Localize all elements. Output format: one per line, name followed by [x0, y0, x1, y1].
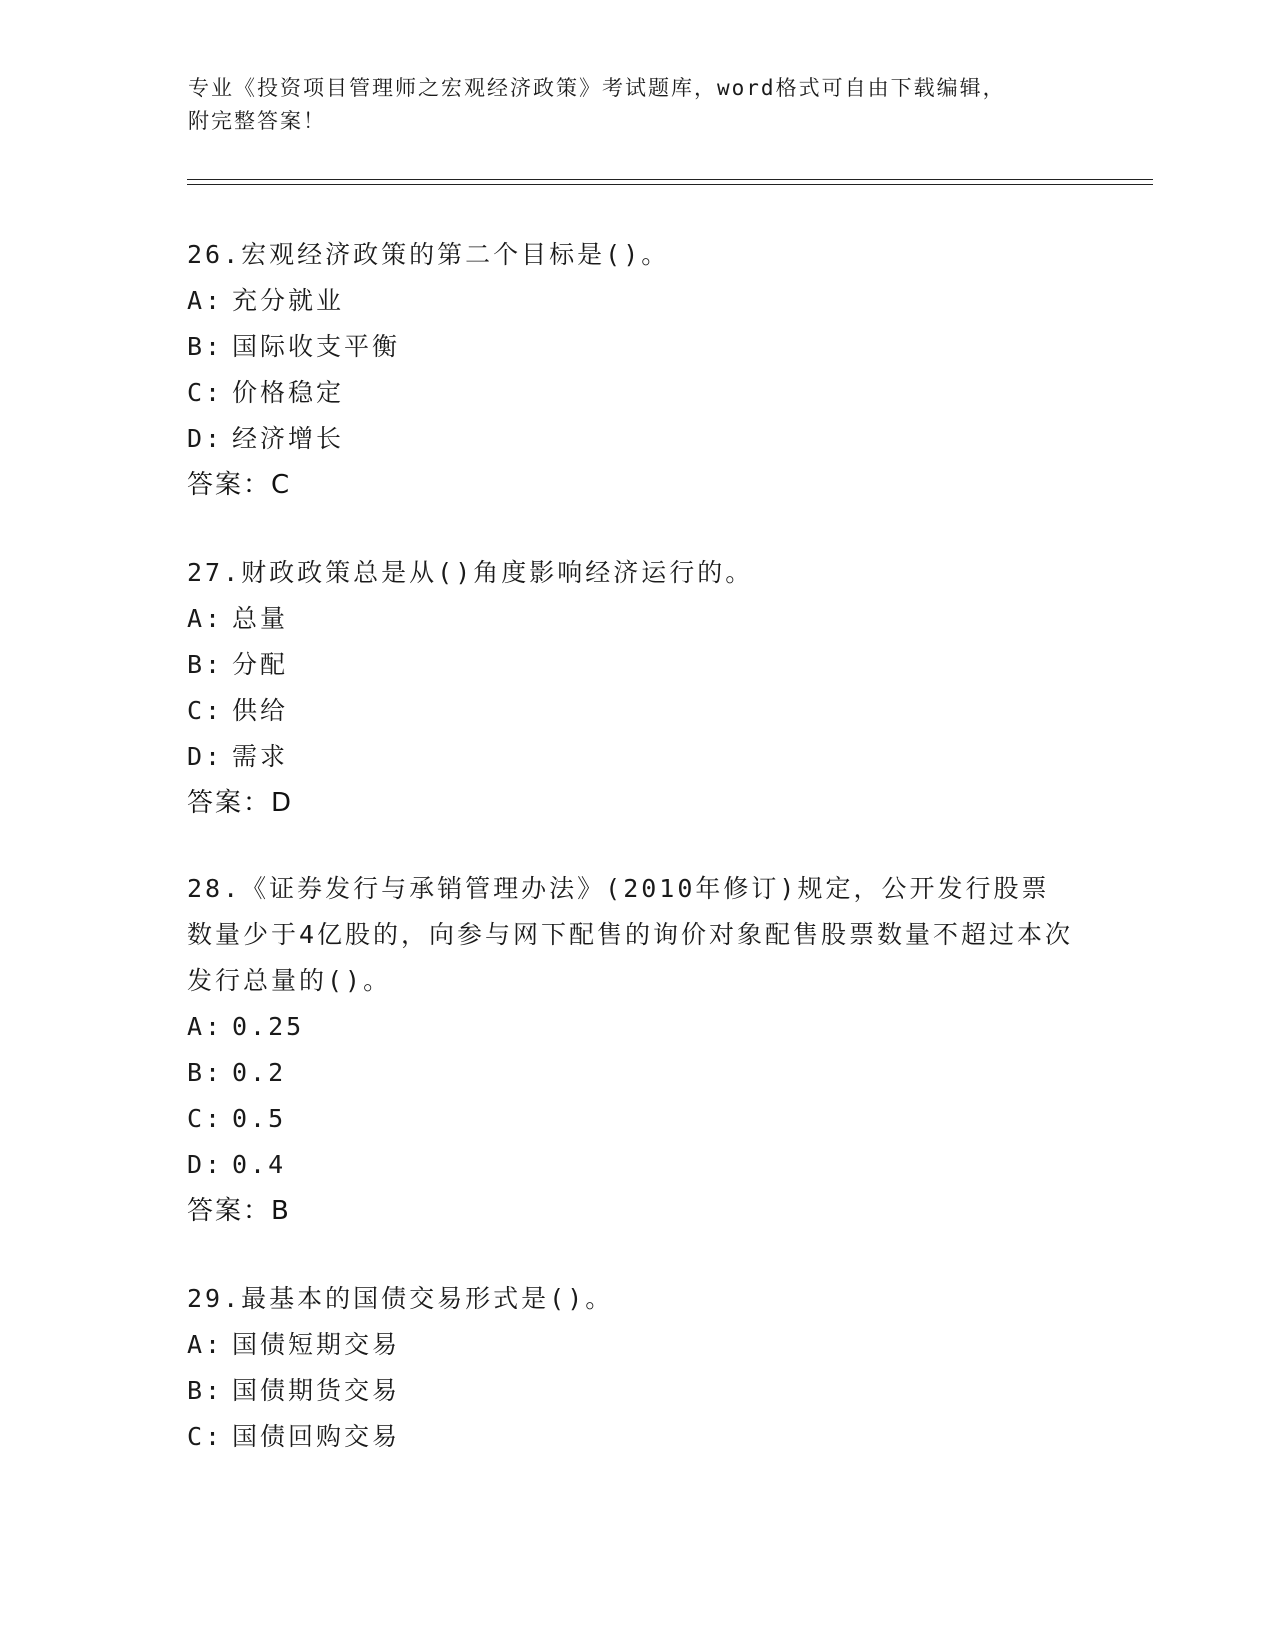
question-26 — [187, 232, 1087, 508]
option-d — [187, 1142, 1077, 1188]
option-list — [187, 1004, 1077, 1188]
option-c — [187, 1096, 1077, 1142]
option-text: 价格稳定 — [232, 378, 345, 407]
option-c — [187, 688, 1087, 734]
document-header — [188, 72, 1088, 138]
option-b — [187, 324, 1087, 370]
question-27 — [187, 550, 1087, 826]
option-letter: B: — [187, 332, 224, 361]
question-stem: 28.《证券发行与承销管理办法》(2010年修订)规定，公开发行股票数量少于4亿股的，向参与网下配售的询价对象配售股票数量不超过本次发行总量的()。 — [187, 874, 1074, 995]
option-letter: D: — [187, 424, 224, 453]
option-a — [187, 1004, 1077, 1050]
option-letter: A: — [187, 286, 224, 315]
option-letter: B: — [187, 1058, 224, 1087]
option-text: 国债回购交易 — [232, 1422, 401, 1451]
option-text: 0.2 — [232, 1058, 287, 1087]
option-text: 分配 — [232, 650, 289, 679]
option-b — [187, 642, 1087, 688]
header-divider-bottom — [187, 184, 1153, 185]
option-text: 0.4 — [232, 1150, 287, 1179]
option-text: 0.25 — [232, 1012, 305, 1041]
option-letter: C: — [187, 378, 224, 407]
option-a — [187, 1322, 1087, 1368]
option-text: 需求 — [232, 742, 289, 771]
option-list — [187, 278, 1087, 462]
option-b — [187, 1050, 1077, 1096]
question-stem: 26.宏观经济政策的第二个目标是()。 — [187, 240, 670, 269]
option-letter: D: — [187, 742, 224, 771]
option-letter: D: — [187, 1150, 224, 1179]
header-line-1: 专业《投资项目管理师之宏观经济政策》考试题库，word格式可自由下载编辑， — [188, 76, 1006, 100]
option-list — [187, 596, 1087, 780]
answer-line: 答案：D — [187, 788, 294, 818]
option-letter: C: — [187, 1104, 224, 1133]
question-28 — [187, 866, 1077, 1234]
option-letter: B: — [187, 1376, 224, 1405]
option-text: 国债期货交易 — [232, 1376, 401, 1405]
question-29 — [187, 1276, 1087, 1460]
option-letter: A: — [187, 1012, 224, 1041]
question-stem: 27.财政政策总是从()角度影响经济运行的。 — [187, 558, 754, 587]
option-text: 供给 — [232, 696, 289, 725]
question-stem: 29.最基本的国债交易形式是()。 — [187, 1284, 614, 1313]
option-text: 0.5 — [232, 1104, 287, 1133]
option-letter: C: — [187, 696, 224, 725]
option-c — [187, 1414, 1087, 1460]
option-letter: A: — [187, 1330, 224, 1359]
option-b — [187, 1368, 1087, 1414]
option-text: 国债短期交易 — [232, 1330, 401, 1359]
option-d — [187, 416, 1087, 462]
answer-line: 答案：C — [187, 470, 292, 500]
option-list — [187, 1322, 1087, 1460]
option-letter: B: — [187, 650, 224, 679]
option-text: 国际收支平衡 — [232, 332, 401, 361]
option-text: 充分就业 — [232, 286, 345, 315]
answer-line: 答案：B — [187, 1196, 291, 1226]
header-line-2: 附完整答案！ — [188, 109, 326, 133]
option-d — [187, 734, 1087, 780]
option-letter: A: — [187, 604, 224, 633]
option-letter: C: — [187, 1422, 224, 1451]
option-text: 总量 — [232, 604, 289, 633]
option-c — [187, 370, 1087, 416]
option-a — [187, 596, 1087, 642]
option-a — [187, 278, 1087, 324]
header-divider-top — [187, 179, 1153, 180]
option-text: 经济增长 — [232, 424, 345, 453]
